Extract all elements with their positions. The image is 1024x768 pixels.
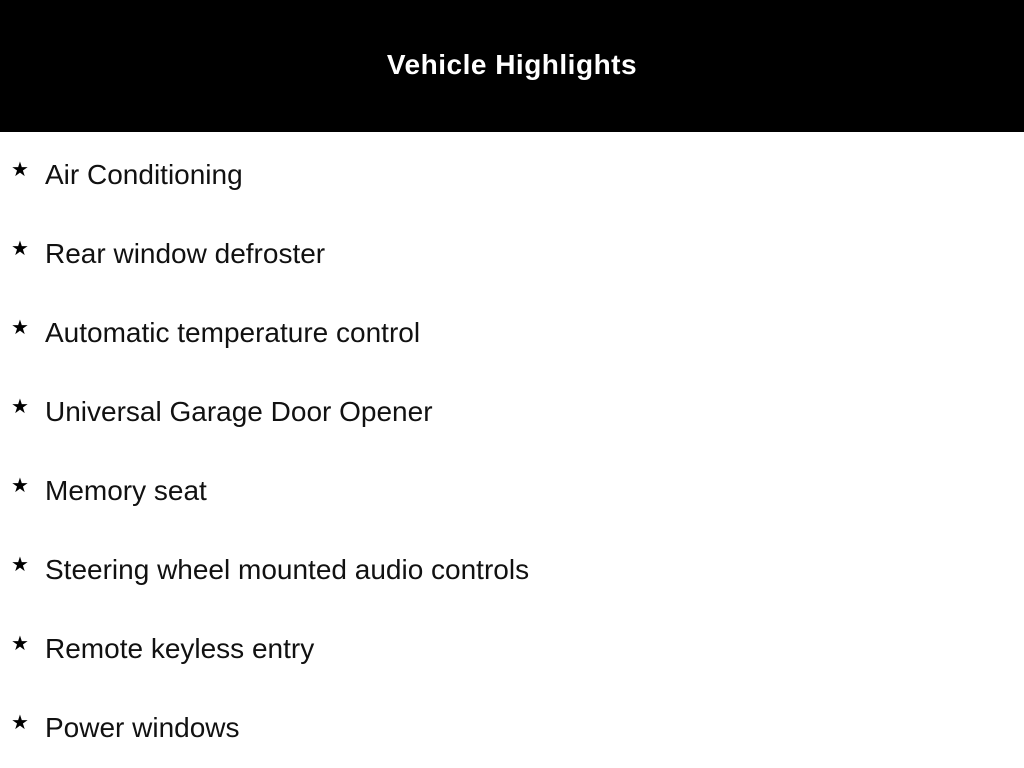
star-icon: ★ — [11, 394, 29, 418]
page-title: Vehicle Highlights — [386, 49, 638, 80]
star-icon: ★ — [11, 631, 29, 655]
star-icon: ★ — [11, 710, 29, 734]
list-item-label: Universal Garage Door Opener — [45, 396, 433, 427]
star-icon: ★ — [11, 315, 29, 339]
list-item-label: Power windows — [45, 712, 240, 743]
star-icon: ★ — [11, 473, 29, 497]
list-item-label: Steering wheel mounted audio controls — [45, 554, 530, 585]
star-icon: ★ — [11, 157, 29, 181]
list-item-label: Air Conditioning — [45, 159, 243, 190]
page-header — [0, 0, 1024, 132]
list-item-label: Memory seat — [45, 475, 207, 506]
star-icon: ★ — [11, 552, 29, 576]
list-item-label: Automatic temperature control — [45, 317, 421, 348]
list-item-label: Rear window defroster — [45, 238, 326, 269]
list-item-label: Remote keyless entry — [45, 633, 315, 664]
star-icon: ★ — [11, 236, 29, 260]
